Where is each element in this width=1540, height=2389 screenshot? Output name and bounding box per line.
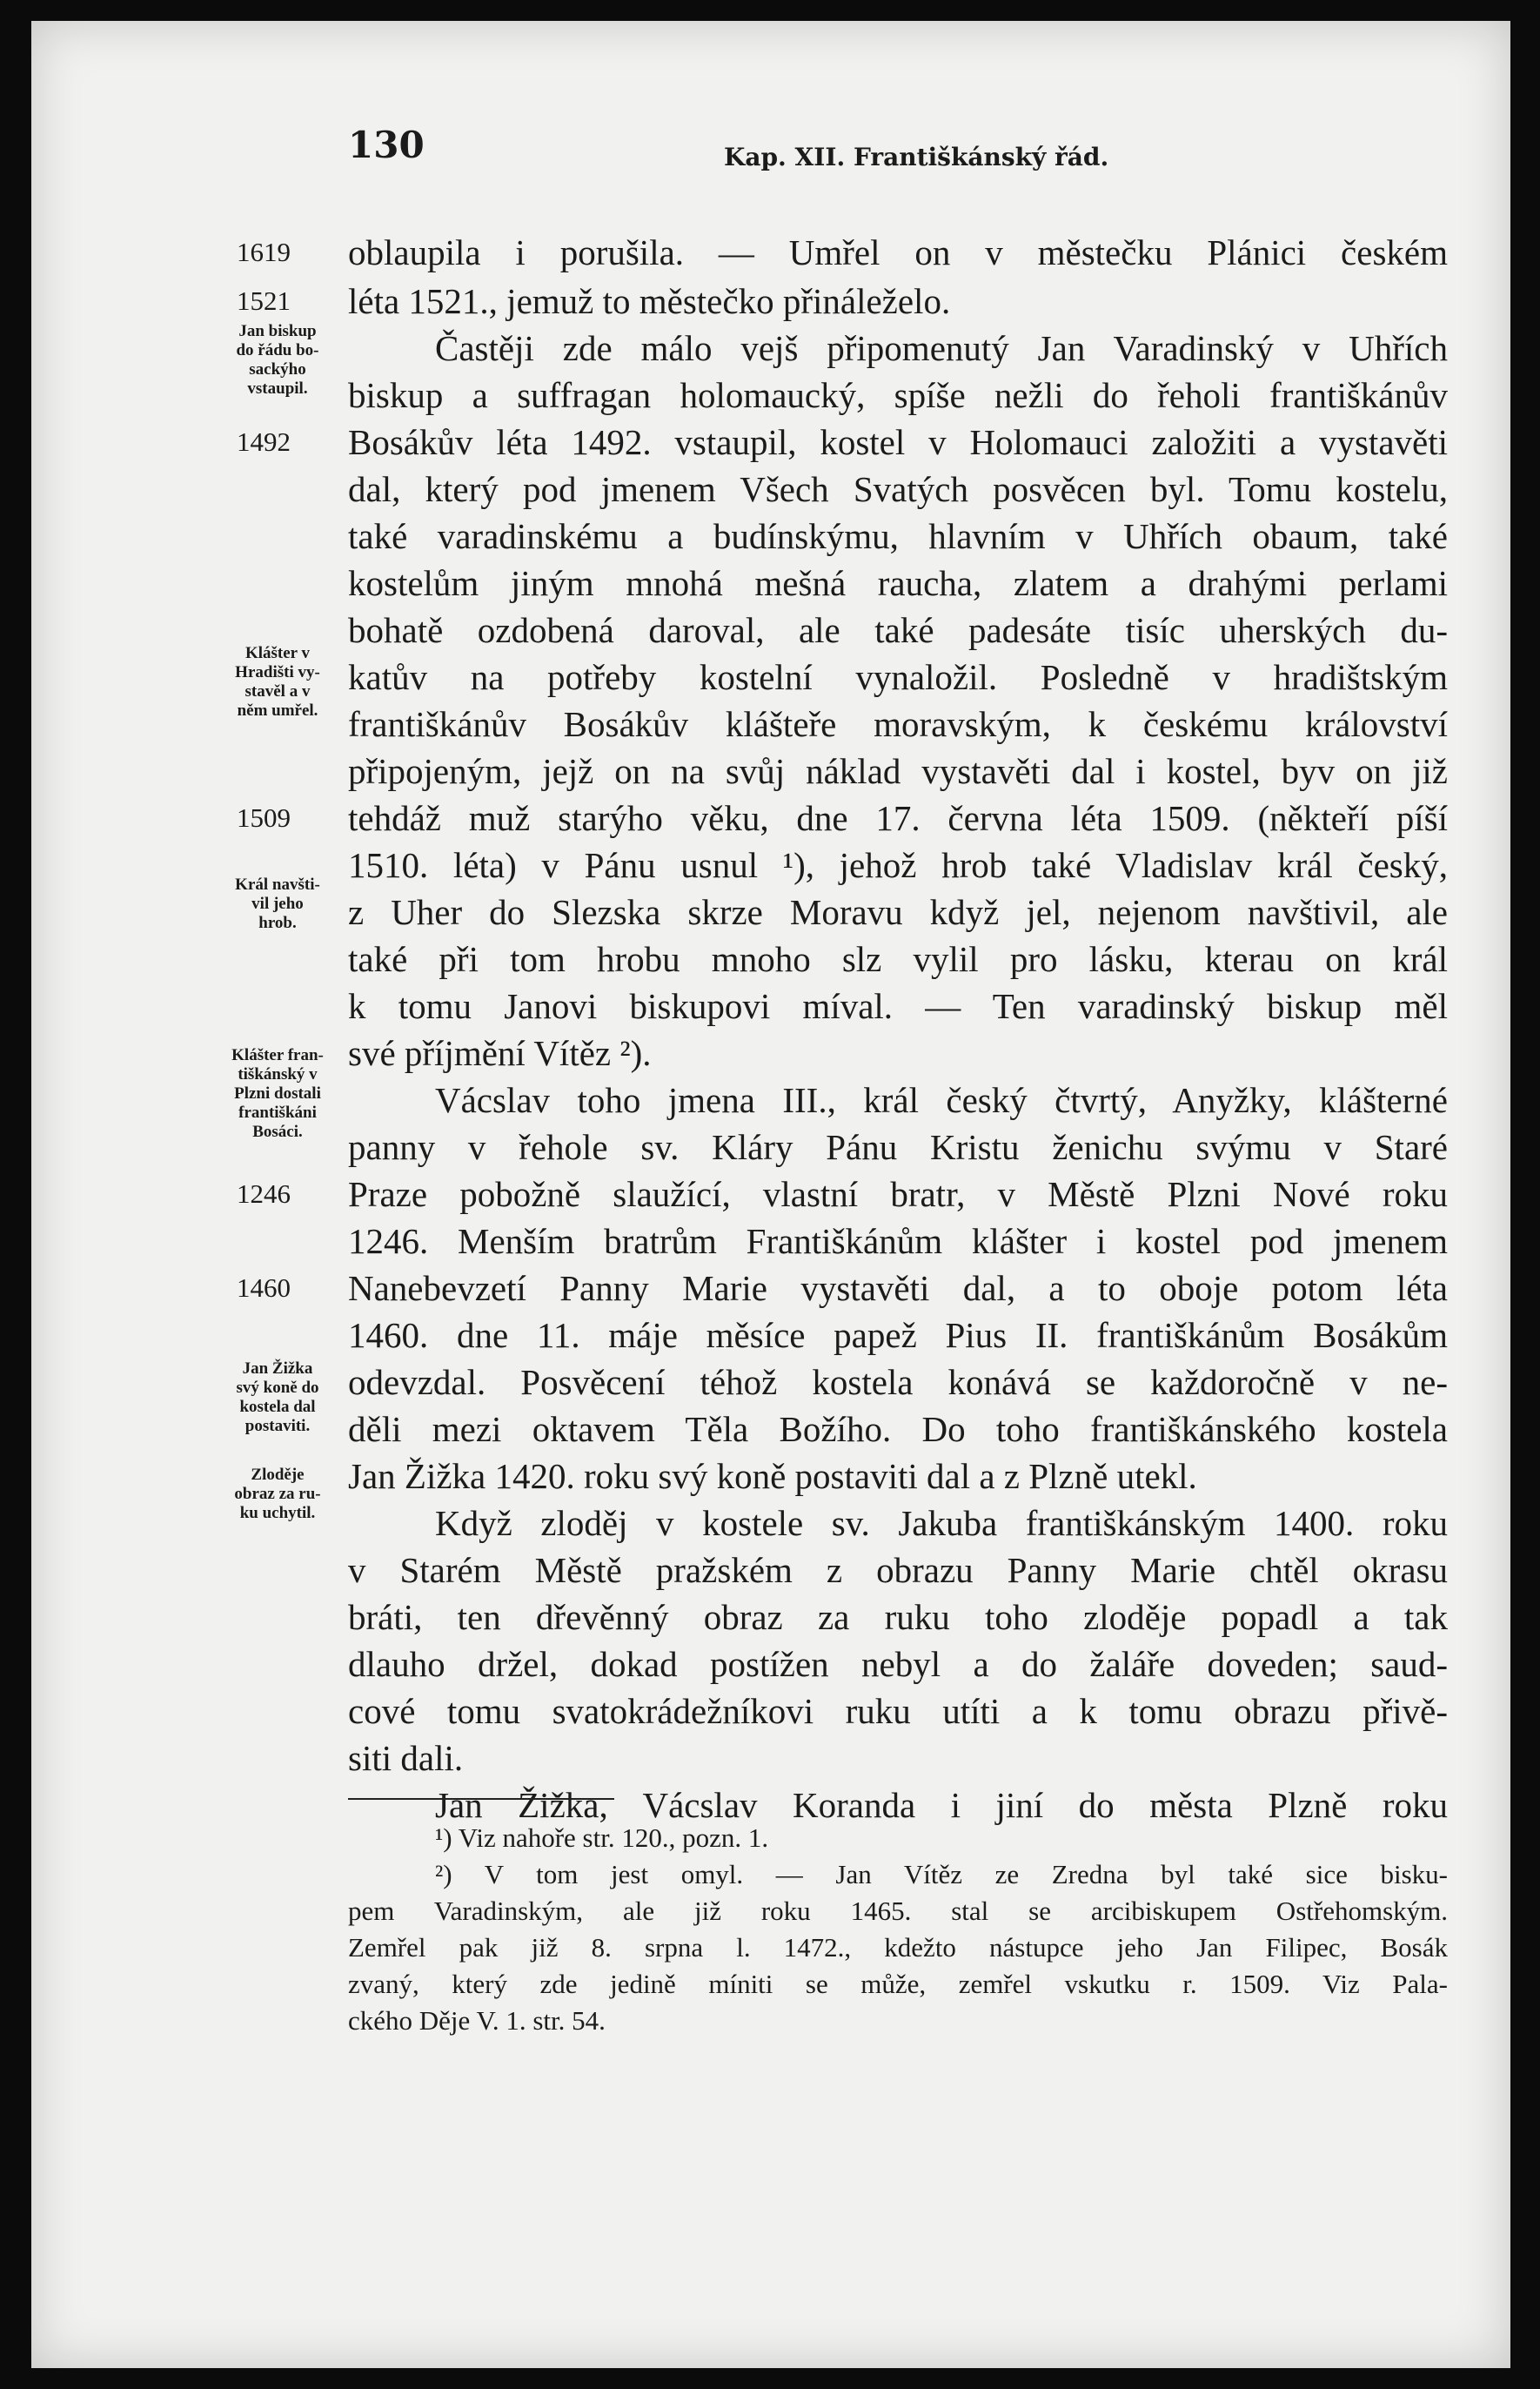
body-line: Jan Žižka, Vácslav Koranda i jiní do města Plzně roku <box>435 1785 1448 1825</box>
body-line: k tomu Janovi biskupovi míval. — Ten varadinský biskup měl <box>348 986 1448 1026</box>
margin-note <box>200 1359 355 1436</box>
body-line: 1246. Menším bratrům Františkánům klášter i kostel pod jmenem <box>348 1221 1448 1261</box>
body-line: Praze pobožně slaužící, vlastní bratr, v Městě Plzni Nové roku <box>348 1174 1448 1214</box>
margin-note-line: Hradišti vy- <box>235 663 320 681</box>
margin-note-line: Klášter fran- <box>231 1046 324 1064</box>
margin-year: 1509 <box>237 802 291 833</box>
body-line: Bosákův léta 1492. vstaupil, kostel v Holomauci založiti a vystavěti <box>348 422 1448 462</box>
body-line: siti dali. <box>348 1738 464 1778</box>
margin-note-line: tiškánský v <box>238 1065 318 1084</box>
body-line: své příjmění Vítěz ²). <box>348 1033 652 1073</box>
footnote-line: pem Varadinským, ale již roku 1465. stal se arcibiskupem Ostřehomským. <box>348 1896 1448 1926</box>
body-line: Nanebevzetí Panny Marie vystavěti dal, a to oboje potom léta <box>348 1268 1448 1308</box>
body-line: 1510. léta) v Pánu usnul ¹), jehož hrob také Vladislav král český, <box>348 845 1448 885</box>
margin-note-line: stavěl a v <box>244 682 311 701</box>
body-line: kostelům jiným mnohá mešná raucha, zlatem a drahými perlami <box>348 563 1448 603</box>
body-line: cové tomu svatokrádežníkovi ruku utíti a k tomu obrazu přivě- <box>348 1691 1448 1731</box>
body-line: dlauho držel, dokad postížen nebyl a do žaláře doveden; saud- <box>348 1644 1448 1684</box>
body-line: Častěji zde málo vejš připomenutý Jan Varadinský v Uhřích <box>435 328 1448 368</box>
margin-year: 1246 <box>237 1178 291 1209</box>
margin-note-line: Zloděje <box>251 1466 305 1484</box>
body-line: bráti, ten dřevěnný obraz za ruku toho zloděje popadl a tak <box>348 1597 1448 1637</box>
margin-note <box>200 644 355 721</box>
body-line: z Uher do Slezska skrze Moravu když jel, nejenom navštivil, ale <box>348 892 1448 932</box>
body-line: také varadinskému a budínskýmu, hlavním v Uhřích obaum, také <box>348 516 1448 556</box>
body-line: Když zloděj v kostele sv. Jakuba františkánským 1400. roku <box>435 1503 1448 1543</box>
body-line: Jan Žižka 1420. roku svý koně postaviti dal a z Plzně utekl. <box>348 1456 1197 1496</box>
margin-note-line: do řádu bo- <box>236 341 319 359</box>
margin-note <box>200 1046 355 1142</box>
body-line: v Starém Městě pražském z obrazu Panny Marie chtěl okrasu <box>348 1550 1448 1590</box>
margin-note-line: Jan Žižka <box>242 1359 313 1378</box>
body-line: 1460. dne 11. máje měsíce papež Pius II. františkánům Bosákům <box>348 1315 1448 1355</box>
body-line: tehdáž muž starýho věku, dne 17. června léta 1509. (někteří píší <box>348 798 1448 838</box>
margin-note-line: Jan biskup <box>238 322 317 340</box>
body-line: léta 1521., jemuž to městečko přináleželo. <box>348 281 951 321</box>
margin-note-line: postaviti. <box>244 1417 311 1435</box>
margin-note-line: obraz za ru- <box>234 1485 321 1503</box>
margin-note-line: Král navšti- <box>235 876 320 894</box>
margin-note-line: hrob. <box>258 914 297 932</box>
margin-note-line: něm umřel. <box>237 701 318 720</box>
footnote-divider <box>348 1798 614 1800</box>
footnote-line: Zemřel pak již 8. srpna l. 1472., kdežto nástupce jeho Jan Filipec, Bosák <box>348 1932 1448 1963</box>
body-line: také při tom hrobu mnoho slz vylil pro lásku, kterau on král <box>348 939 1448 979</box>
body-line: katův na potřeby kostelní vynaložil. Posledně v hradištským <box>348 657 1448 697</box>
margin-year: 1460 <box>237 1272 291 1303</box>
body-line: odevzdal. Posvěcení téhož kostela konává se každoročně v ne- <box>348 1362 1448 1402</box>
body-line: panny v řehole sv. Kláry Pánu Kristu ženichu svýmu v Staré <box>348 1127 1448 1167</box>
body-line: oblaupila i porušila. — Umřel on v městečku Plánici českém <box>348 232 1448 272</box>
body-line: dal, který pod jmenem Všech Svatých posvěcen byl. Tomu kostelu, <box>348 469 1448 509</box>
body-line: františkánův Bosákův klášteře moravským, k českému království <box>348 704 1448 744</box>
body-line: biskup a suffragan holomaucký, spíše nežli do řeholi františkánův <box>348 375 1448 415</box>
margin-note-line: Klášter v <box>244 644 311 662</box>
margin-note <box>200 876 355 933</box>
margin-note-line: sackýho <box>249 360 306 379</box>
margin-year: 1492 <box>237 426 291 457</box>
margin-note-line: svý koně do <box>236 1379 319 1397</box>
page-header <box>348 124 1140 185</box>
margin-note-line: ku uchytil. <box>239 1504 316 1522</box>
margin-note <box>200 1466 355 1523</box>
book-page <box>31 21 1510 2368</box>
margin-note-line: vstaupil. <box>247 379 308 398</box>
margin-note-line: Plzni dostali <box>234 1084 321 1103</box>
margin-note-line: kostela dal <box>239 1398 316 1416</box>
footnote-line: ²) V tom jest omyl. — Jan Vítěz ze Zredna byl také sice bisku- <box>435 1859 1448 1889</box>
margin-note-line: Bosáci. <box>252 1123 303 1141</box>
margin-note <box>200 322 355 399</box>
footnote-line: ckého Děje V. 1. str. 54. <box>348 2005 606 2036</box>
page-number: 130 <box>348 124 425 166</box>
footnote-line: zvaný, který zde jedině míniti se může, zemřel vskutku r. 1509. Viz Pala- <box>348 1969 1448 1999</box>
body-line: Vácslav toho jmena III., král český čtvrtý, Anyžky, klášterné <box>435 1080 1448 1120</box>
margin-note-line: františkáni <box>238 1104 317 1122</box>
body-line: připojeným, jejž on na svůj náklad vystavěti dal i kostel, byv on již <box>348 751 1448 791</box>
margin-year: 1619 <box>237 237 291 267</box>
footnote-line: ¹) Viz nahoře str. 120., pozn. 1. <box>435 1822 769 1853</box>
margin-note-line: vil jeho <box>251 895 304 913</box>
margin-year: 1521 <box>237 285 291 316</box>
running-title: Kap. XII. Františkánský řád. <box>724 143 1109 171</box>
body-line: děli mezi oktavem Těla Božího. Do toho františkánského kostela <box>348 1409 1448 1449</box>
body-line: bohatě ozdobená daroval, ale také padesáte tisíc uherských du- <box>348 610 1448 650</box>
